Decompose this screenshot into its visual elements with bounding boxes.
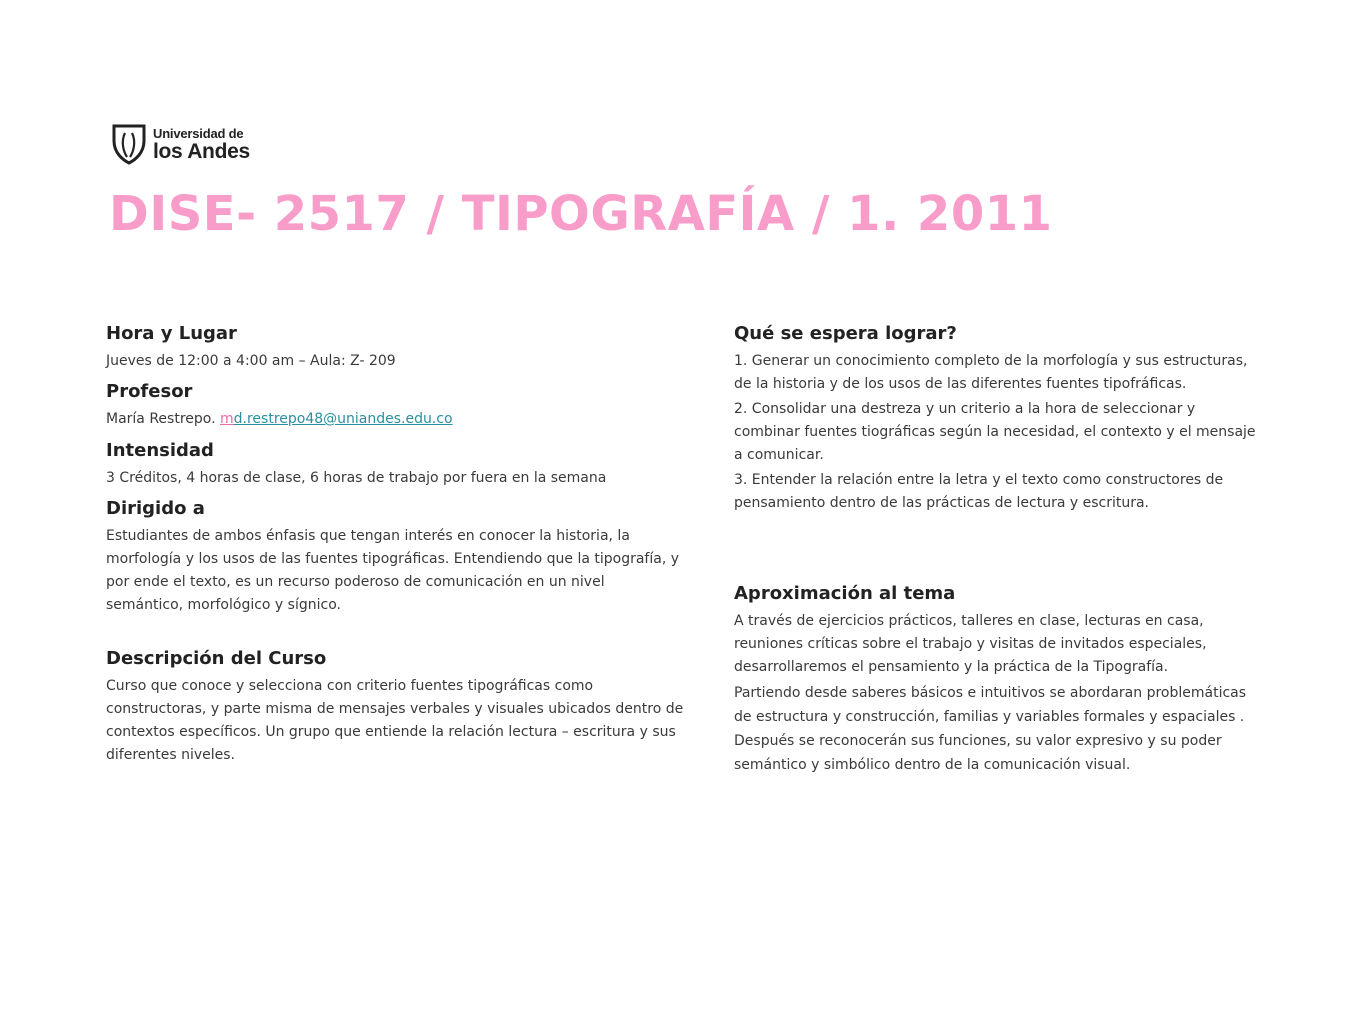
right-column [734, 322, 1264, 777]
logros-heading: Qué se espera lograr? [734, 323, 957, 344]
profesor-email-link[interactable]: d.restrepo48@uniandes.edu.co [233, 411, 453, 427]
intensidad-heading: Intensidad [106, 440, 214, 461]
profesor-heading: Profesor [106, 381, 193, 402]
section-aproximacion [734, 582, 1264, 777]
logro-item: 1. Generar un conocimiento completo de la morfología y sus estructuras, de la historia y de los usos de las diferentes fuentes tipofráficas. [734, 353, 1248, 392]
section-logros [734, 322, 1264, 515]
dirigido-heading: Dirigido a [106, 498, 205, 519]
intensidad-text: 3 Créditos, 4 horas de clase, 6 horas de trabajo por fuera en la semana [106, 470, 607, 486]
hora-heading: Hora y Lugar [106, 323, 237, 344]
profesor-line [106, 408, 686, 431]
aproximacion-para-1: A través de ejercicios prácticos, talleres en clase, lecturas en casa, reuniones críticas sobre el trabajo y visitas de invitados especiales, desarrollaremos el pensamiento y la práctica de la Tipografía. [734, 613, 1207, 675]
section-intensidad [106, 439, 686, 490]
logo-line-1: Universidad de [153, 125, 244, 141]
dirigido-text: Estudiantes de ambos énfasis que tengan interés en conocer la historia, la morfología y los usos de las fuentes tipográficas. Entendiendo que la tipografía, y por ende el texto, es un recurso poderoso de comunicación en un nivel semántico, morfológico y sígnico. [106, 528, 680, 613]
university-shield-icon [111, 123, 147, 165]
profesor-email-first-char[interactable]: m [220, 411, 234, 427]
descripcion-text: Curso que conoce y selecciona con criterio fuentes tipográficas como constructoras, y parte misma de mensajes verbales y visuales ubicados dentro de contextos específicos. Un grupo que entiende la relación lectura – escritura y sus diferentes niveles. [106, 678, 684, 763]
section-dirigido [106, 497, 686, 617]
profesor-name: María Restrepo. [106, 411, 220, 427]
university-logo [111, 122, 251, 166]
page-title: DISE- 2517 / TIPOGRAFÍA / 1. 2011 [109, 186, 1053, 242]
aproximacion-para-2: Partiendo desde saberes básicos e intuitivos se abordaran problemáticas de estructura y construcción, familias y variables formales y espaciales . Después se reconocerán sus funciones, su valor expresivo y su poder semántico y simbólico dentro de la comunicación visual. [734, 685, 1247, 773]
left-column [106, 322, 686, 767]
logro-item: 2. Consolidar una destreza y un criterio a la hora de seleccionar y combinar fuentes tiográficas según la necesidad, el contexto y el mensaje a comunicar. [734, 401, 1256, 463]
logro-item: 3. Entender la relación entre la letra y el texto como constructores de pensamiento dentro de las prácticas de lectura y escritura. [734, 472, 1224, 511]
aproximacion-heading: Aproximación al tema [734, 583, 956, 604]
logo-line-2: los Andes [153, 139, 250, 163]
logo-wordmark [153, 127, 250, 162]
hora-text: Jueves de 12:00 a 4:00 am – Aula: Z- 209 [106, 353, 396, 369]
section-descripcion [106, 647, 686, 767]
section-hora-lugar [106, 322, 686, 373]
section-profesor [106, 380, 686, 431]
descripcion-heading: Descripción del Curso [106, 648, 327, 669]
